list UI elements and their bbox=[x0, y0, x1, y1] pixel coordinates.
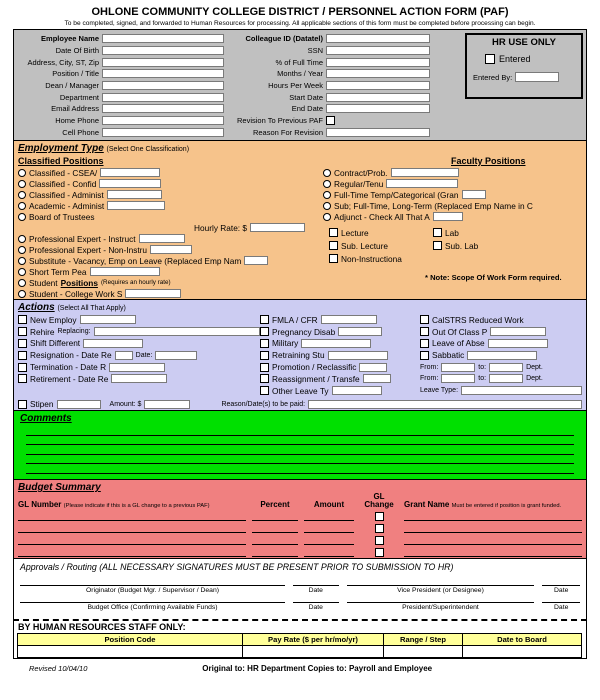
student-positions-radio[interactable] bbox=[18, 279, 26, 287]
form-footer bbox=[13, 664, 587, 673]
professional-expert-noninstructional-input[interactable] bbox=[150, 245, 192, 254]
student-college-work-study-radio[interactable] bbox=[18, 290, 26, 298]
dept-label: Dept. bbox=[526, 375, 543, 383]
hr-staff-table-header bbox=[18, 633, 582, 646]
classified-confidential-input[interactable] bbox=[99, 179, 161, 188]
budget-row bbox=[18, 545, 582, 557]
short-term-input[interactable] bbox=[90, 267, 160, 276]
other-leave-input[interactable] bbox=[332, 386, 382, 395]
dept-label: Dept. bbox=[526, 363, 543, 371]
regular-tenured-input[interactable] bbox=[386, 179, 458, 188]
promotion-reclassification-input[interactable] bbox=[359, 363, 387, 372]
percent-line[interactable] bbox=[252, 511, 298, 521]
end-date-label: End Date bbox=[291, 104, 323, 114]
date-to-board-header: Date to Board bbox=[462, 633, 582, 646]
out-of-class-pay-input[interactable] bbox=[490, 327, 546, 336]
calstrs-reduced-workload-label: CalSTRS Reduced Work bbox=[432, 314, 524, 325]
professional-expert-instructional-label: Professional Expert - Instruct bbox=[29, 233, 136, 244]
reason-for-revision-input[interactable] bbox=[326, 128, 430, 137]
fulltime-temp-categorical-label: Full-Time Temp/Categorical (Gran bbox=[334, 189, 459, 200]
form-title: OHLONE COMMUNITY COLLEGE DISTRICT / PERSONNEL ACTION FORM (PAF) bbox=[91, 6, 509, 18]
end-date-input[interactable] bbox=[326, 104, 430, 113]
gl-number-header: GL Number bbox=[18, 500, 62, 509]
new-employee-label: New Employ bbox=[30, 314, 77, 325]
sabbatical-label: Sabbatic bbox=[432, 350, 465, 361]
professional-expert-instructional-radio[interactable] bbox=[18, 235, 26, 243]
scope-of-work-note: * Note: Scope Of Work Form required. bbox=[425, 273, 562, 282]
non-instructional-checkbox[interactable] bbox=[329, 254, 338, 263]
leave-of-absence-checkbox[interactable] bbox=[420, 339, 429, 348]
retirement-checkbox[interactable] bbox=[18, 374, 27, 383]
adjunct-label: Adjunct - Check All That A bbox=[334, 211, 430, 222]
employment-type-title: Employment Type bbox=[18, 143, 104, 154]
military-label: Military bbox=[272, 338, 299, 349]
shift-differential-label: Shift Different bbox=[30, 338, 81, 349]
position-title-label: Position / Title bbox=[52, 69, 99, 79]
budget-row bbox=[18, 509, 582, 521]
comment-line[interactable] bbox=[26, 455, 574, 465]
to-input-2[interactable] bbox=[489, 374, 523, 383]
amount-line[interactable] bbox=[304, 547, 354, 557]
regular-tenured-radio[interactable] bbox=[323, 180, 331, 188]
pay-rate-cell[interactable] bbox=[242, 646, 384, 658]
amount-input[interactable] bbox=[144, 400, 190, 409]
cell-phone-label: Cell Phone bbox=[62, 127, 99, 137]
start-date-input[interactable] bbox=[326, 93, 430, 102]
professional-expert-noninstructional-radio[interactable] bbox=[18, 246, 26, 254]
reason-dates-input[interactable] bbox=[308, 400, 582, 409]
grant-name-line[interactable] bbox=[404, 523, 582, 533]
classified-csea-radio[interactable] bbox=[18, 169, 26, 177]
other-leave-label: Other Leave Ty bbox=[272, 385, 329, 396]
contract-probationary-input[interactable] bbox=[391, 168, 459, 177]
comment-line[interactable] bbox=[26, 436, 574, 446]
hr-staff-title: BY HUMAN RESOURCES STAFF ONLY: bbox=[18, 622, 186, 632]
rehire-label: Rehire bbox=[30, 326, 55, 337]
calstrs-reduced-workload-checkbox[interactable] bbox=[420, 315, 429, 324]
approvals-section bbox=[13, 558, 587, 620]
address-input[interactable] bbox=[102, 58, 224, 67]
termination-checkbox[interactable] bbox=[18, 363, 27, 372]
hours-per-week-input[interactable] bbox=[326, 81, 430, 90]
lab-checkbox[interactable] bbox=[433, 228, 442, 237]
resignation-date-input[interactable] bbox=[155, 351, 197, 360]
dean-manager-label: Dean / Manager bbox=[45, 81, 99, 91]
originator-date-line: Date bbox=[293, 585, 338, 594]
budget-summary-title: Budget Summary bbox=[18, 482, 101, 493]
resignation-label: Resignation - Date Re bbox=[30, 350, 112, 361]
student-positions-note: (Requires an hourly rate) bbox=[100, 279, 171, 286]
range-step-header: Range / Step bbox=[383, 633, 463, 646]
hourly-rate-label: Hourly Rate: $ bbox=[194, 222, 248, 233]
contract-probationary-radio[interactable] bbox=[323, 169, 331, 177]
grant-name-line[interactable] bbox=[404, 511, 582, 521]
employee-info-section bbox=[13, 29, 587, 141]
comment-line[interactable] bbox=[26, 426, 574, 436]
percent-line[interactable] bbox=[252, 535, 298, 545]
actions-title: Actions bbox=[18, 302, 55, 313]
gl-change-checkbox[interactable] bbox=[375, 524, 384, 533]
vice-president-date-line: Date bbox=[542, 585, 580, 594]
hr-use-only-title: HR USE ONLY bbox=[491, 37, 557, 48]
budget-summary-section bbox=[13, 479, 587, 559]
resignation-checkbox[interactable] bbox=[18, 351, 27, 360]
employment-type-note: (Select One Classification) bbox=[106, 146, 190, 153]
employee-middle-column bbox=[224, 33, 430, 138]
budget-row bbox=[18, 521, 582, 533]
termination-input[interactable] bbox=[109, 363, 165, 372]
leave-of-absence-label: Leave of Abse bbox=[432, 338, 485, 349]
fmla-cfra-input[interactable] bbox=[321, 315, 377, 324]
lab-label: Lab bbox=[445, 227, 459, 238]
gl-change-checkbox[interactable] bbox=[375, 512, 384, 521]
comments-section bbox=[13, 410, 587, 480]
employee-left-column bbox=[16, 33, 224, 138]
months-year-label: Months / Year bbox=[277, 69, 323, 79]
range-step-cell[interactable] bbox=[383, 646, 463, 658]
gl-number-line[interactable] bbox=[18, 511, 246, 521]
promotion-reclassification-checkbox[interactable] bbox=[260, 363, 269, 372]
reassignment-transfer-label: Reassignment / Transfe bbox=[272, 373, 360, 384]
president-signature-line: President/Superintendent bbox=[347, 602, 535, 611]
address-label: Address, City, ST, Zip bbox=[27, 57, 99, 67]
board-of-trustees-label: Board of Trustees bbox=[29, 211, 95, 222]
to-label: to: bbox=[478, 375, 487, 383]
academic-administrator-radio[interactable] bbox=[18, 202, 26, 210]
sub-lab-checkbox[interactable] bbox=[433, 241, 442, 250]
sabbatical-checkbox[interactable] bbox=[420, 351, 429, 360]
entered-checkbox[interactable] bbox=[485, 54, 495, 64]
amount-header: Amount bbox=[313, 500, 345, 509]
replacing-input[interactable] bbox=[94, 327, 260, 336]
classified-csea-input[interactable] bbox=[100, 168, 160, 177]
professional-expert-instructional-input[interactable] bbox=[139, 234, 185, 243]
shift-differential-input[interactable] bbox=[83, 339, 143, 348]
employee-name-label: Employee Name bbox=[41, 34, 99, 44]
grant-name-note: Must be entered if position is grant funded. bbox=[451, 503, 562, 509]
reason-for-revision-label: Reason For Revision bbox=[252, 127, 323, 137]
lecture-label: Lecture bbox=[341, 227, 369, 238]
leave-type-input[interactable] bbox=[461, 386, 582, 395]
revision-previous-paf-label: Revision To Previous PAF bbox=[236, 116, 323, 126]
gl-number-note: (Please indicate if this is a GL change to a previous PAF) bbox=[63, 503, 210, 509]
classified-confidential-radio[interactable] bbox=[18, 180, 26, 188]
sub-lecture-checkbox[interactable] bbox=[329, 241, 338, 250]
email-label: Email Address bbox=[51, 104, 99, 114]
board-of-trustees-radio[interactable] bbox=[18, 213, 26, 221]
from-label: From: bbox=[420, 375, 439, 383]
sub-lecture-label: Sub. Lecture bbox=[341, 240, 389, 251]
reason-dates-label: Reason/Date(s) to be paid: bbox=[221, 400, 306, 408]
fulltime-temp-categorical-radio[interactable] bbox=[323, 191, 331, 199]
to-input[interactable] bbox=[489, 363, 523, 372]
academic-administrator-input[interactable] bbox=[107, 201, 165, 210]
amount-line[interactable] bbox=[304, 523, 354, 533]
vice-president-signature-line: Vice President (or Designee) bbox=[347, 585, 535, 594]
percent-line[interactable] bbox=[252, 547, 298, 557]
pregnancy-disability-input[interactable] bbox=[338, 327, 382, 336]
home-phone-input[interactable] bbox=[102, 116, 224, 125]
classified-administrator-label: Classified - Administ bbox=[29, 189, 104, 200]
to-label: to: bbox=[478, 363, 487, 371]
gl-change-checkbox[interactable] bbox=[375, 536, 384, 545]
retraining-study-input[interactable] bbox=[328, 351, 388, 360]
classified-administrator-radio[interactable] bbox=[18, 191, 26, 199]
gl-change-header: GL Change bbox=[364, 491, 394, 509]
stipend-label: Stipen bbox=[30, 399, 54, 410]
form-subtitle: To be completed, signed, and forwarded to Human Resources for processing. All applicable sections of this form must be completed before processing can begin. bbox=[64, 20, 536, 27]
from-label: From: bbox=[420, 363, 439, 371]
adjunct-radio[interactable] bbox=[323, 213, 331, 221]
dean-manager-input[interactable] bbox=[102, 81, 224, 90]
reassignment-transfer-input[interactable] bbox=[363, 374, 391, 383]
new-employee-checkbox[interactable] bbox=[18, 315, 27, 324]
actions-note: (Select All That Apply) bbox=[57, 305, 126, 312]
distribution-note: Original to: HR Department Copies to: Payroll and Employee bbox=[202, 664, 433, 673]
amount-line[interactable] bbox=[304, 535, 354, 545]
ssn-label: SSN bbox=[307, 46, 323, 56]
percent-full-time-input[interactable] bbox=[326, 58, 430, 67]
position-title-input[interactable] bbox=[102, 69, 224, 78]
from-input-2[interactable] bbox=[441, 374, 475, 383]
substitute-vacancy-label: Substitute - Vacancy, Emp on Leave (Replaced Emp Nam bbox=[29, 255, 242, 266]
short-term-label: Short Term Pea bbox=[29, 266, 87, 277]
hr-use-only-box bbox=[465, 33, 583, 99]
grant-name-line[interactable] bbox=[404, 547, 582, 557]
date-of-birth-input[interactable] bbox=[102, 46, 224, 55]
regular-tenured-label: Regular/Tenu bbox=[334, 178, 384, 189]
substitute-vacancy-radio[interactable] bbox=[18, 257, 26, 265]
percent-line[interactable] bbox=[252, 523, 298, 533]
budget-row bbox=[18, 533, 582, 545]
classified-positions-header: Classified Positions bbox=[18, 156, 104, 166]
sub-fulltime-longterm-radio[interactable] bbox=[323, 202, 331, 210]
percent-header: Percent bbox=[260, 500, 290, 509]
promotion-reclassification-label: Promotion / Reclassific bbox=[272, 362, 357, 373]
out-of-class-pay-checkbox[interactable] bbox=[420, 327, 429, 336]
start-date-label: Start Date bbox=[289, 92, 323, 102]
position-code-cell[interactable] bbox=[17, 646, 243, 658]
classified-administrator-input[interactable] bbox=[107, 190, 162, 199]
actions-section bbox=[13, 299, 587, 411]
gl-number-line[interactable] bbox=[18, 547, 246, 557]
student-positions-label: Student bbox=[29, 277, 58, 288]
military-input[interactable] bbox=[301, 339, 371, 348]
gl-change-checkbox[interactable] bbox=[375, 548, 384, 557]
department-label: Department bbox=[59, 92, 99, 102]
date-of-birth-label: Date Of Birth bbox=[55, 46, 99, 56]
student-college-work-study-input[interactable] bbox=[125, 289, 181, 298]
replacing-label: Replacing: bbox=[57, 328, 91, 336]
short-term-radio[interactable] bbox=[18, 268, 26, 276]
president-date-line: Date bbox=[542, 602, 580, 611]
hr-staff-section bbox=[13, 619, 587, 659]
hr-staff-table-row bbox=[18, 646, 582, 658]
revised-date: Revised 10/04/10 bbox=[29, 664, 88, 673]
retraining-study-label: Retraining Stu bbox=[272, 350, 325, 361]
retirement-input[interactable] bbox=[111, 374, 167, 383]
grant-name-header: Grant Name bbox=[404, 500, 450, 509]
out-of-class-pay-label: Out Of Class P bbox=[432, 326, 488, 337]
months-year-input[interactable] bbox=[326, 69, 430, 78]
sabbatical-input[interactable] bbox=[467, 351, 537, 360]
rehire-checkbox[interactable] bbox=[18, 327, 27, 336]
cell-phone-input[interactable] bbox=[102, 128, 224, 137]
adjunct-options-grid bbox=[329, 226, 582, 265]
date-to-board-cell[interactable] bbox=[462, 646, 582, 658]
home-phone-label: Home Phone bbox=[55, 116, 99, 126]
approvals-title: Approvals / Routing bbox=[20, 562, 97, 572]
position-code-header: Position Code bbox=[17, 633, 243, 646]
approvals-title-note: (ALL NECESSARY SIGNATURES MUST BE PRESENT PRIOR TO SUBMISSION TO HR) bbox=[99, 562, 454, 572]
budget-office-date-line: Date bbox=[293, 602, 338, 611]
military-checkbox[interactable] bbox=[260, 339, 269, 348]
reassignment-transfer-checkbox[interactable] bbox=[260, 374, 269, 383]
comment-line[interactable] bbox=[26, 445, 574, 455]
retirement-label: Retirement - Date Re bbox=[30, 373, 109, 384]
new-employee-input[interactable] bbox=[80, 315, 136, 324]
pregnancy-disability-label: Pregnancy Disab bbox=[272, 326, 336, 337]
budget-office-signature-line: Budget Office (Confirming Available Funds) bbox=[20, 602, 285, 611]
substitute-vacancy-input[interactable] bbox=[244, 256, 268, 265]
percent-full-time-label: % of Full Time bbox=[275, 57, 323, 67]
student-college-work-study-label: Student - College Work S bbox=[29, 288, 123, 299]
employee-name-input[interactable] bbox=[102, 34, 224, 43]
student-positions-label-bold: Positions bbox=[60, 277, 98, 288]
from-input[interactable] bbox=[441, 363, 475, 372]
classified-csea-label: Classified - CSEA/ bbox=[29, 167, 98, 178]
hours-per-week-label: Hours Per Week bbox=[268, 81, 323, 91]
pregnancy-disability-checkbox[interactable] bbox=[260, 327, 269, 336]
sub-fulltime-longterm-label: Sub; Full-Time, Long-Term (Replaced Emp Name in C bbox=[334, 200, 533, 211]
employment-type-section bbox=[13, 140, 587, 300]
comments-title: Comments bbox=[20, 413, 72, 424]
sub-lab-label: Sub. Lab bbox=[445, 240, 479, 251]
other-leave-checkbox[interactable] bbox=[260, 386, 269, 395]
ssn-input[interactable] bbox=[326, 46, 430, 55]
fmla-cfra-label: FMLA / CFR bbox=[272, 314, 318, 325]
gl-number-line[interactable] bbox=[18, 535, 246, 545]
professional-expert-noninstructional-label: Professional Expert - Non-Instru bbox=[29, 244, 148, 255]
adjunct-input[interactable] bbox=[433, 212, 463, 221]
grant-name-line[interactable] bbox=[404, 535, 582, 545]
retraining-study-checkbox[interactable] bbox=[260, 351, 269, 360]
faculty-positions-header: Faculty Positions bbox=[451, 156, 526, 166]
resignation-input[interactable] bbox=[115, 351, 133, 360]
entered-label: Entered bbox=[499, 54, 531, 64]
leave-type-label: Leave Type: bbox=[420, 387, 459, 395]
fulltime-temp-categorical-input[interactable] bbox=[462, 190, 486, 199]
academic-administrator-label: Academic - Administ bbox=[29, 200, 105, 211]
entered-by-input[interactable] bbox=[515, 72, 559, 82]
lecture-checkbox[interactable] bbox=[329, 228, 338, 237]
contract-probationary-label: Contract/Prob. bbox=[334, 167, 388, 178]
colleague-id-input[interactable] bbox=[326, 34, 430, 43]
gl-number-line[interactable] bbox=[18, 523, 246, 533]
stipend-checkbox[interactable] bbox=[18, 400, 27, 409]
budget-header-row bbox=[18, 491, 582, 509]
non-instructional-label: Non-Instructiona bbox=[341, 253, 402, 264]
email-input[interactable] bbox=[102, 104, 224, 113]
comment-line[interactable] bbox=[26, 464, 574, 474]
fmla-cfra-checkbox[interactable] bbox=[260, 315, 269, 324]
colleague-id-label: Colleague ID (Datatel) bbox=[245, 34, 323, 44]
resignation-date-label: Date: bbox=[135, 351, 153, 359]
department-input[interactable] bbox=[102, 93, 224, 102]
leave-of-absence-input[interactable] bbox=[488, 339, 548, 348]
termination-label: Termination - Date R bbox=[30, 362, 107, 373]
amount-label: Amount: $ bbox=[109, 400, 142, 408]
amount-line[interactable] bbox=[304, 511, 354, 521]
pay-rate-header: Pay Rate ($ per hr/mo/yr) bbox=[242, 633, 384, 646]
stipend-input[interactable] bbox=[57, 400, 101, 409]
hourly-rate-input[interactable] bbox=[250, 223, 305, 232]
revision-previous-paf-checkbox[interactable] bbox=[326, 116, 335, 125]
shift-differential-checkbox[interactable] bbox=[18, 339, 27, 348]
classified-confidential-label: Classified - Confid bbox=[29, 178, 97, 189]
entered-by-label: Entered By: bbox=[473, 72, 513, 82]
originator-signature-line: Originator (Budget Mgr. / Supervisor / Dean) bbox=[20, 585, 285, 594]
